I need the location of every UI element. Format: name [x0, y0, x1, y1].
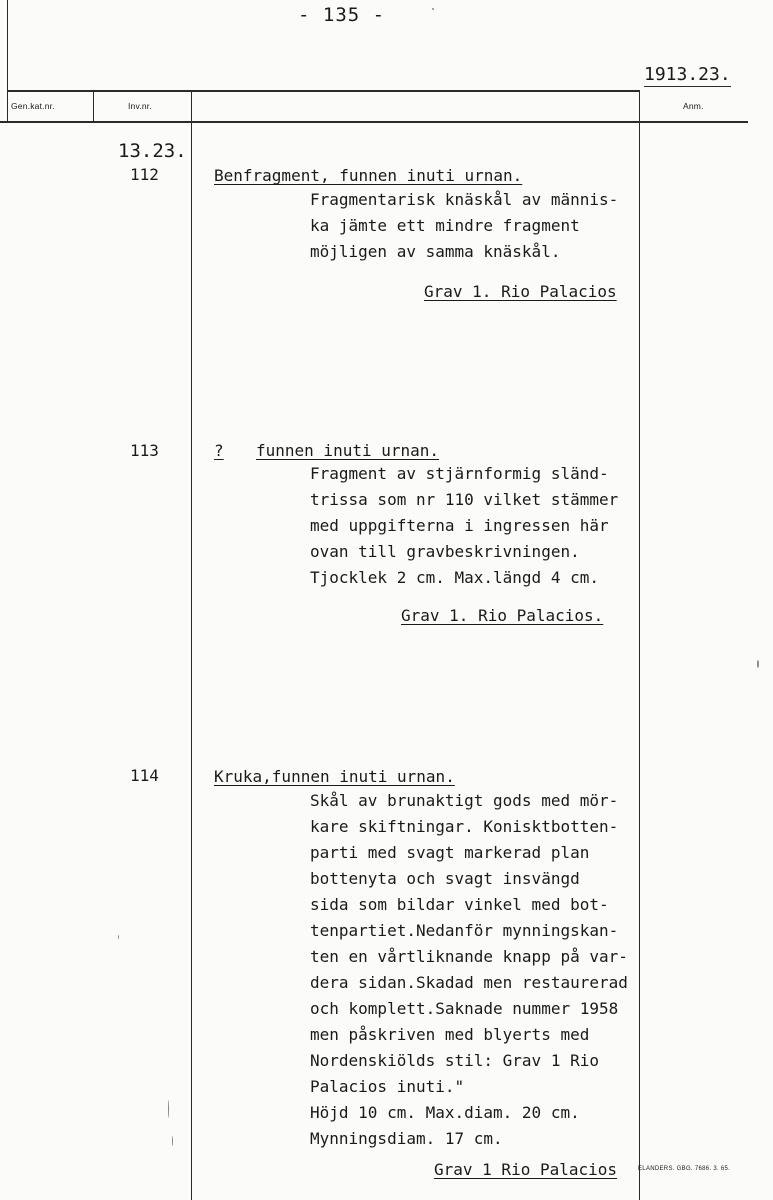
- entry-title-text: Kruka,funnen inuti urnan.: [214, 767, 455, 786]
- page-number: - 135 -: [298, 4, 386, 26]
- gen-inv-divider: [93, 91, 94, 122]
- text-anm-divider: [639, 91, 640, 1200]
- scan-speck: [432, 8, 434, 10]
- year-reference: 1913.23.: [644, 64, 731, 85]
- scan-speck: [118, 935, 119, 939]
- entry-description: Fragment av stjärnformig sländ- trissa som nr 110 vilket stämmer med uppgifterna i ingressen här ovan till gravbeskrivningen. Tjocklek 2 cm. Max.längd 4 cm.: [310, 464, 619, 587]
- entry-title-text: Benfragment, funnen inuti urnan.: [214, 166, 523, 185]
- scan-speck: [757, 660, 759, 668]
- entry-title-prefix: ?: [214, 441, 224, 460]
- inventory-number: 113: [130, 441, 159, 460]
- column-header-rule: [0, 121, 748, 123]
- scan-speck: [168, 1100, 169, 1118]
- catalog-reference: 13.23.: [118, 140, 187, 162]
- column-header-inv-nr: Inv.nr.: [128, 101, 152, 111]
- grave-reference: Grav 1 Rio Palacios: [434, 1160, 618, 1179]
- entry-title: [214, 166, 522, 185]
- column-header-gen-kat-nr: Gen.kat.nr.: [11, 101, 55, 111]
- inventory-number: 114: [130, 766, 159, 785]
- grave-reference: Grav 1. Rio Palacios: [424, 282, 617, 301]
- inv-text-divider: [191, 91, 192, 1200]
- entry-title: [214, 441, 439, 460]
- left-margin-line: [7, 0, 8, 122]
- scan-speck: [172, 1136, 173, 1146]
- inventory-number: 112: [130, 165, 159, 184]
- header-rule: [7, 90, 640, 92]
- entry-title: [214, 767, 455, 786]
- entry-description: Skål av brunaktigt gods med mör- kare skiftningar. Konisktbotten- parti med svagt markerad plan bottenyta och svagt insvängd sida som bildar vinkel med bot- tenpartiet.Nedanför mynningskan- ten en vårtliknande knapp på var- dera sidan.Skadad men restaurerad och komplett.Saknade nummer 1958 men påskriven med blyerts med Nordenskiölds stil: Grav 1 Rio Palacios inuti." Höjd 10 cm. Max.diam. 20 cm. Mynningsdiam. 17 cm.: [310, 791, 628, 1148]
- column-header-anm: Anm.: [683, 101, 704, 111]
- grave-reference: Grav 1. Rio Palacios.: [401, 606, 604, 625]
- entry-title-text: funnen inuti urnan.: [256, 441, 440, 460]
- entry-description: Fragmentarisk knäskål av männis- ka jämte ett mindre fragment möjligen av samma knäskål.: [310, 190, 619, 261]
- printer-mark: ELANDERS. GBG. 7686. 3. 65.: [638, 1166, 731, 1172]
